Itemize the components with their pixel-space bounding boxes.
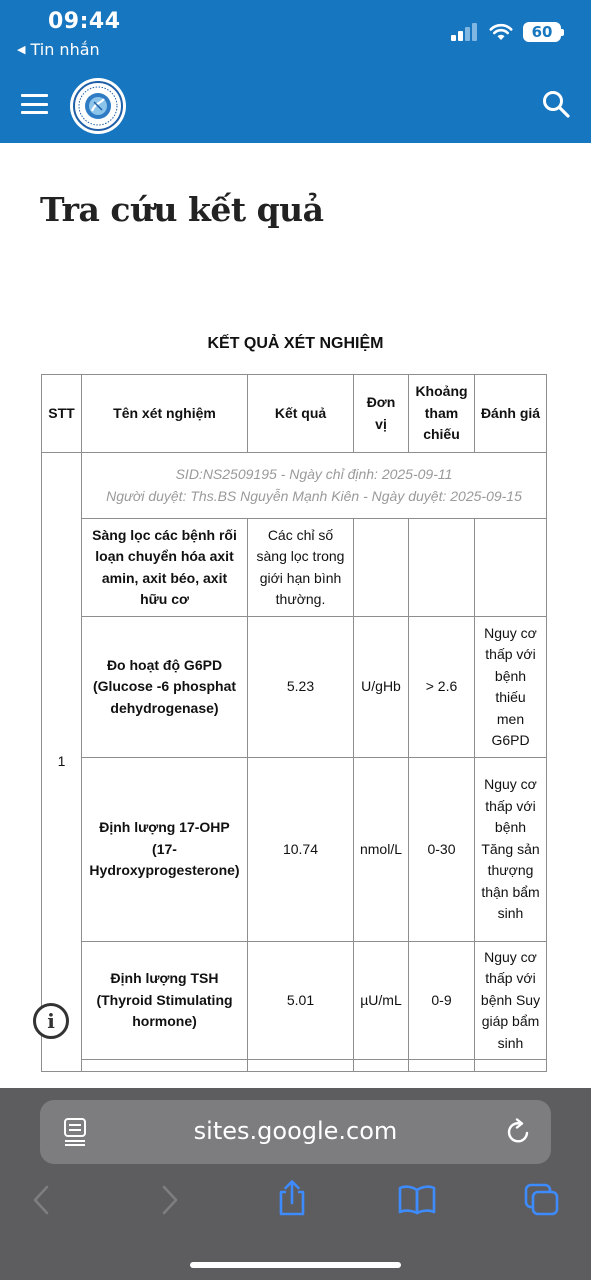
- header-result: Kết quả: [248, 375, 354, 453]
- header-reference: Khoảng tham chiếu: [409, 375, 475, 453]
- site-header: [0, 0, 591, 143]
- result-cell: 5.23: [248, 617, 354, 758]
- evaluation-cell: Nguy cơ thấp với bệnh Suy giáp bẩm sinh: [475, 942, 547, 1060]
- reload-icon[interactable]: [506, 1118, 532, 1146]
- battery-icon: 60: [523, 22, 561, 42]
- result-cell: Các chỉ số sàng lọc trong giới hạn bình thường.: [248, 519, 354, 617]
- test-name-cell: Định lượng 17-OHP (17-Hydroxyprogesterone): [82, 758, 248, 942]
- status-icons: [451, 22, 561, 42]
- approver-line: Người duyệt: Ths.BS Nguyễn Mạnh Kiên - Ngày duyệt: 2025-09-15: [106, 487, 522, 504]
- unit-cell: U/gHb: [354, 617, 409, 758]
- unit-cell: nmol/L: [354, 758, 409, 942]
- back-arrow-icon[interactable]: [31, 1185, 51, 1215]
- result-cell: 10.74: [248, 758, 354, 942]
- unit-cell: µU/mL: [354, 942, 409, 1060]
- hospital-logo-icon[interactable]: [70, 78, 126, 134]
- table-row-partial: [42, 1060, 547, 1072]
- search-icon[interactable]: [541, 89, 571, 119]
- unit-cell: [354, 519, 409, 617]
- reference-cell: > 2.6: [409, 617, 475, 758]
- back-to-app-link[interactable]: [17, 40, 100, 59]
- table-row: [42, 758, 547, 942]
- table-row: [42, 519, 547, 617]
- reference-cell: 0-30: [409, 758, 475, 942]
- test-name-cell: Sàng lọc các bệnh rối loạn chuyển hóa axit amin, axit béo, axit hữu cơ: [82, 519, 248, 617]
- reference-cell: [409, 519, 475, 617]
- back-app-label: Tin nhắn: [30, 40, 100, 59]
- sample-info-cell: [82, 453, 547, 519]
- url-text[interactable]: sites.google.com: [193, 1117, 398, 1145]
- header-test-name: Tên xét nghiệm: [82, 375, 248, 453]
- bookmarks-icon[interactable]: [398, 1185, 436, 1215]
- signal-icon: [451, 23, 479, 41]
- table-caption: KẾT QUẢ XÉT NGHIỆM: [207, 335, 384, 352]
- table-header-row: [42, 375, 547, 453]
- header-stt: STT: [42, 375, 82, 453]
- results-table: [41, 374, 547, 1072]
- info-row: [42, 453, 547, 519]
- stt-cell: 1: [42, 453, 82, 1072]
- page-title: Tra cứu kết quả: [40, 190, 324, 229]
- info-icon[interactable]: i: [33, 1003, 69, 1039]
- test-name-cell: Định lượng TSH (Thyroid Stimulating hormone): [82, 942, 248, 1060]
- back-triangle-icon: ◀: [17, 43, 26, 56]
- share-icon[interactable]: [277, 1179, 307, 1217]
- wifi-icon: [489, 23, 513, 41]
- reference-cell: 0-9: [409, 942, 475, 1060]
- status-time: 09:44: [48, 9, 121, 34]
- test-name-cell: Đo hoạt độ G6PD (Glucose -6 phosphat dehydrogenase): [82, 617, 248, 758]
- sid-line: SID:NS2509195 - Ngày chỉ định: 2025-09-11: [175, 466, 453, 482]
- header-unit: Đơn vị: [354, 375, 409, 453]
- forward-arrow-icon[interactable]: [160, 1185, 180, 1215]
- table-row: [42, 942, 547, 1060]
- evaluation-cell: Nguy cơ thấp với bệnh thiếu men G6PD: [475, 617, 547, 758]
- header-evaluation: Đánh giá: [475, 375, 547, 453]
- tabs-icon[interactable]: [524, 1183, 560, 1217]
- table-row: [42, 617, 547, 758]
- evaluation-cell: [475, 519, 547, 617]
- result-cell: 5.01: [248, 942, 354, 1060]
- hamburger-menu-icon[interactable]: [21, 94, 48, 114]
- evaluation-cell: Nguy cơ thấp với bệnh Tăng sản thượng thận bẩm sinh: [475, 758, 547, 942]
- home-indicator[interactable]: [190, 1262, 401, 1268]
